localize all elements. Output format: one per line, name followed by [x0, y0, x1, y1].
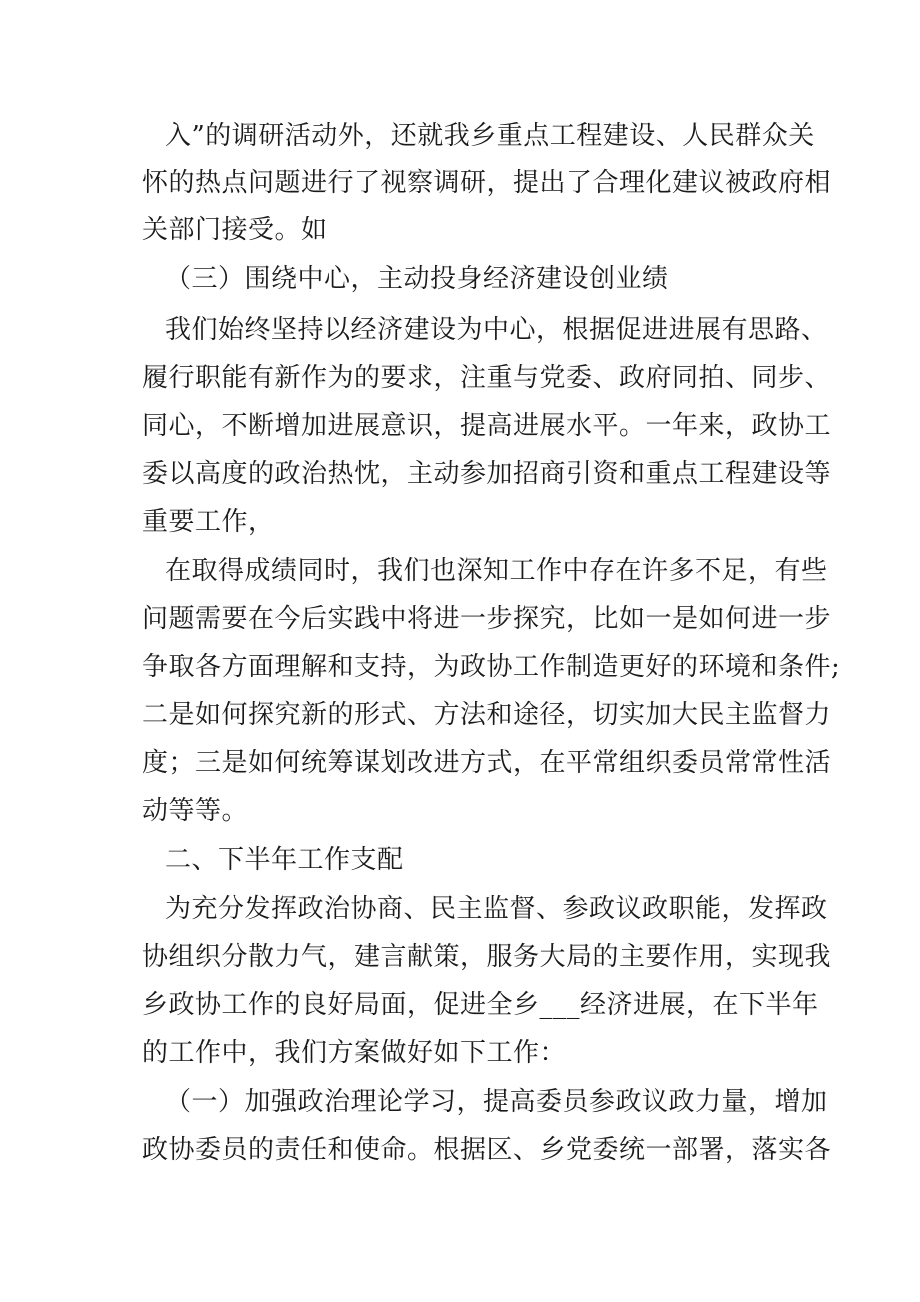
text-line-11: 问题需要在今后实践中将进一步探究，比如一是如何进一步 — [142, 604, 832, 634]
text-line-22: 政协委员的责任和使命。根据区、乡党委统一部署，落实各 — [142, 1135, 832, 1165]
section-heading-three: （三）围绕中心，主动投身经济建设创业绩 — [165, 264, 669, 294]
text-line-12: 争取各方面理解和支持，为政协工作制造更好的环境和条件; — [142, 652, 841, 682]
text-line-7: 同心，不断增加进展意识，提高进展水平。一年来，政协工 — [142, 411, 832, 441]
text-line-20: 的工作中，我们方案做好如下工作： — [142, 1038, 567, 1068]
text-line-2: 怀的热点问题进行了视察调研，提出了合理化建议被政府相 — [142, 168, 832, 198]
text-line-6: 履行职能有新作为的要求，注重与党委、政府同拍、同步、 — [142, 363, 832, 393]
text-line-8: 委以高度的政治热忱，主动参加招商引资和重点工程建设等 — [142, 459, 832, 489]
text-line-15: 动等等。 — [142, 796, 249, 826]
text-line-14: 度；三是如何统筹谋划改进方式，在平常组织委员常常性活 — [142, 748, 832, 778]
text-line-5: 我们始终坚持以经济建设为中心，根据促进进展有思路、 — [165, 315, 828, 345]
text-line-9: 重要工作， — [142, 507, 275, 537]
section-heading-two: 二、下半年工作支配 — [165, 845, 404, 875]
subsection-heading-one: （一）加强政治理论学习，提高委员参政议政力量，增加 — [165, 1087, 828, 1117]
text-line-17: 为充分发挥政治协商、民主监督、参政议政职能，发挥政 — [165, 894, 828, 924]
text-line-13: 二是如何探究新的形式、方法和途径，切实加大民主监督力 — [142, 700, 832, 730]
text-line-18: 协组织分散力气，建言献策，服务大局的主要作用，实现我 — [142, 942, 832, 972]
text-line-1: 入”的调研活动外，还就我乡重点工程建设、人民群众关 — [165, 121, 815, 151]
text-line-19: 乡政协工作的良好局面，促进全乡___经济进展，在下半年 — [142, 990, 819, 1020]
text-line-3: 关部门接受。如 — [142, 215, 328, 245]
text-line-10: 在取得成绩同时，我们也深知工作中存在许多不足，有些 — [165, 556, 828, 586]
